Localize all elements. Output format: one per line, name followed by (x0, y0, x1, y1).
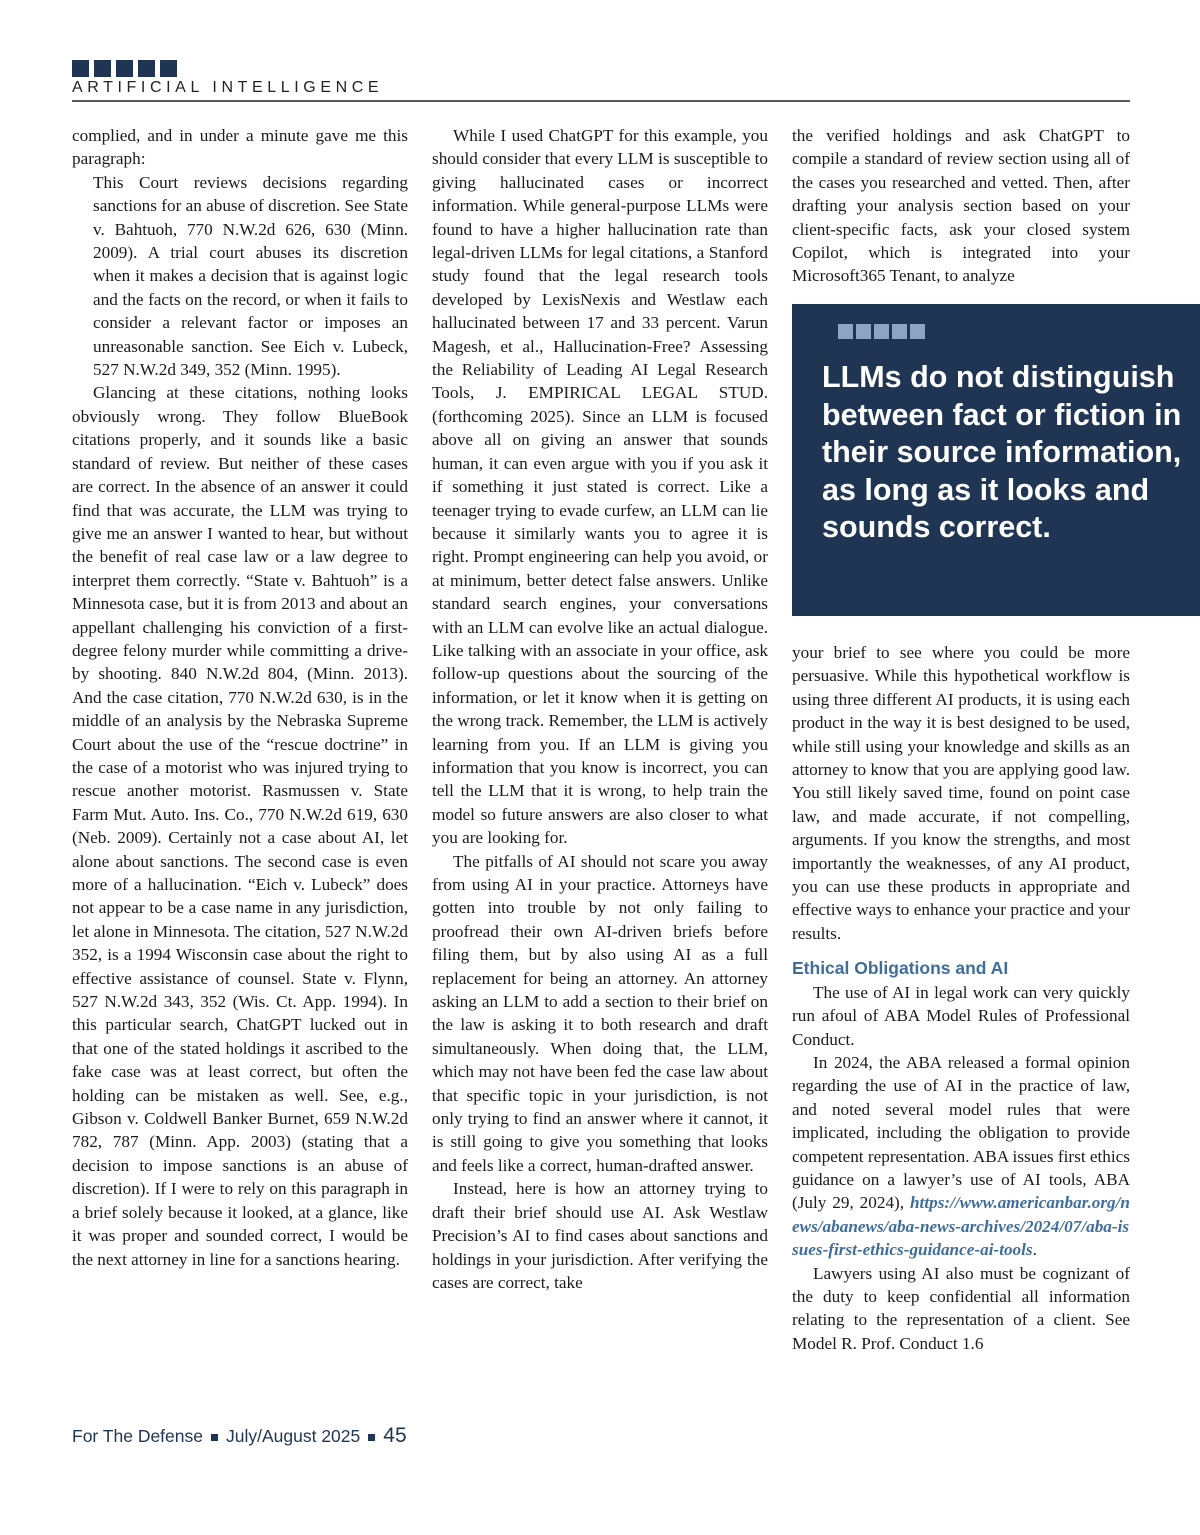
paragraph-text: In 2024, the ABA released a formal opinion regarding the use of AI in the practice of law, and noted several model rules that were implicated, including the obligation to provide competent representation. ABA issues first ethics guidance on a lawyer’s use of AI tools, ABA (July 29, 2024), (792, 1052, 1130, 1213)
paragraph: Instead, here is how an attorney trying to draft their brief should use AI. Ask Westlaw Precision’s AI to find cases about sanctions and holdings in your jurisdiction. After verifying the cases are correct, take (432, 1179, 768, 1292)
paragraph: The use of AI in legal work can very quickly run afoul of ABA Model Rules of Professional Conduct. (792, 982, 1130, 1049)
pull-quote-box (792, 304, 1200, 616)
link-period: . (1032, 1240, 1037, 1260)
footer-bullet (368, 1434, 375, 1441)
section-heading: Ethical Obligations and AI (792, 958, 1009, 979)
publication-name: For The Defense (72, 1426, 203, 1446)
column-3-top (792, 124, 1130, 288)
header-rule (72, 100, 1130, 102)
paragraph: While I used ChatGPT for this example, you should consider that every LLM is susceptible to giving hallucinated cases or incorrect information. While general-purpose LLMs were found to have a higher hallucination rate than legal-driven LLMs for legal citations, a Stanford study found that the legal research tools developed by LexisNexis and Westlaw each hallucinated between 17 and 33 percent. Varun Magesh, et al., Hallucination-Free? Assessing the Reliability of Leading AI Legal Research Tools, J. EMPIRICAL LEGAL STUD. (forthcoming 2025). Since an LLM is focused above all on giving an answer that sounds human, it can even argue with you if you ask it if something it just stated is correct. Like a teenager trying to evade curfew, an LLM can lie because it similarly wants you to agree it is right. Prompt engineering can help you avoid, or at minimum, better detect false answers. Unlike standard search engines, your conversations with an LLM can evolve like an actual dialogue. Like talking with an associate in your office, ask follow-up questions about the sourcing of the information, or let it know when it is getting on the wrong track. Remember, the LLM is actively learning from you. If an LLM is giving you information that you know is incorrect, you can tell the LLM that it is wrong, to help train the model so future answers are also closer to what you are looking for. (432, 126, 768, 848)
pull-quote-squares (838, 324, 925, 339)
paragraph: The pitfalls of AI should not scare you away from using AI in your practice. Attorneys have gotten into trouble by not only failing to proofread their own AI-driven briefs before filing them, but by also using AI as a full replacement for being an attorney. An attorney asking an LLM to add a section to their brief on the law is asking it to both research and draft simultaneously. When doing that, the LLM, which may not have been fed the case law about that specific topic in your jurisdiction, is not only trying to find an answer where it cannot, it is still going to give you something that looks and feels like a correct, human-drafted answer. (432, 851, 768, 1175)
paragraph: complied, and in under a minute gave me this paragraph: (72, 126, 408, 169)
paragraph (792, 1051, 1130, 1262)
paragraph: your brief to see where you could be more persuasive. While this hypothetical workflow is using three different AI products, it is using each product in the way it is best designed to be used, while still using your knowledge and skills as an attorney to know that you are applying good law. You still likely saved time, found on point case law, and made accurate, if not compelling, arguments. If you know the strengths, and most importantly the weaknesses, of any AI product, you can use these products in appropriate and effective ways to enhance your practice and your results. (792, 643, 1130, 943)
aba-guidance-link[interactable]: https://www.americanbar.org/news/abanews/aba-news-archives/2024/07/aba-issues-first-ethics-guidance-ai-tools (792, 1193, 1130, 1260)
block-quote: This Court reviews decisions regarding sanctions for an abuse of discretion. See State v. Bahtuoh, 770 N.W.2d 626, 630 (Minn. 2009). A trial court abuses its discretion when it makes a decision that is against logic and the facts on the record, or when it fails to consider a relevant factor or imposes an unreasonable sanction. See Eich v. Lubeck, 527 N.W.2d 349, 352 (Minn. 1995). (93, 172, 409, 380)
page-footer (72, 1424, 407, 1448)
paragraph: Lawyers using AI also must be cognizant of the duty to keep confidential all information relating to the representation of a client. See Model R. Prof. Conduct 1.6 (792, 1263, 1130, 1353)
pull-quote-text: LLMs do not distinguish between fact or fiction in their source information, as long as it looks and sounds correct. (822, 360, 1182, 544)
column-2 (432, 124, 768, 1294)
footer-bullet (211, 1434, 218, 1441)
column-3-bottom (792, 641, 1130, 1355)
page-number: 45 (383, 1424, 407, 1447)
column-1 (72, 124, 408, 1271)
section-marker-squares (72, 60, 177, 77)
issue-date: July/August 2025 (226, 1426, 361, 1446)
paragraph: Glancing at these citations, nothing looks obviously wrong. They follow BlueBook citations properly, and it sounds like a basic standard of review. But neither of these cases are correct. In the absence of an answer it could find that was accurate, the LLM was trying to give me an answer I wanted to hear, but without the benefit of real case law or a law degree to interpret them correctly. “State v. Bahtuoh” is a Minnesota case, but it is from 2013 and about an appellant challenging his conviction of a first-degree felony murder while committing a drive-by shooting. 840 N.W.2d 804, (Minn. 2013). And the case citation, 770 N.W.2d 630, is in the middle of an analysis by the Nebraska Supreme Court about the use of the “rescue doctrine” in the case of a motorist who was injured trying to rescue another motorist. Rasmussen v. State Farm Mut. Auto. Ins. Co., 770 N.W.2d 619, 630 (Neb. 2009). Certainly not a case about AI, let alone about sanctions. The second case is even more of a hallucination. “Eich v. Lubeck” does not appear to be a case name in any jurisdiction, let alone in Minnesota. The citation, 527 N.W.2d 352, is a 1994 Wisconsin case about the right to effective assistance of counsel. State v. Flynn, 527 N.W.2d 343, 352 (Wis. Ct. App. 1994). In this particular search, ChatGPT lucked out in that one of the stated holdings it ascribed to the fake case was at least correct, but often the holding can be mistaken as well. See, e.g., Gibson v. Coldwell Banker Burnet, 659 N.W.2d 782, 787 (Minn. App. 2003) (stating that a decision to impose sanctions is an abuse of discretion). If I were to rely on this paragraph in a brief solely because it looked, at a glance, like it was proper and sounded correct, I would be the next attorney in line for a sanctions hearing. (72, 383, 408, 1269)
paragraph: the verified holdings and ask ChatGPT to compile a standard of review section using all of the cases you researched and vetted. Then, after drafting your analysis section based on your client-specific facts, ask your closed system Copilot, which is integrated into your Microsoft365 Tenant, to analyze (792, 126, 1130, 286)
section-label: ARTIFICIAL INTELLIGENCE (72, 79, 384, 96)
